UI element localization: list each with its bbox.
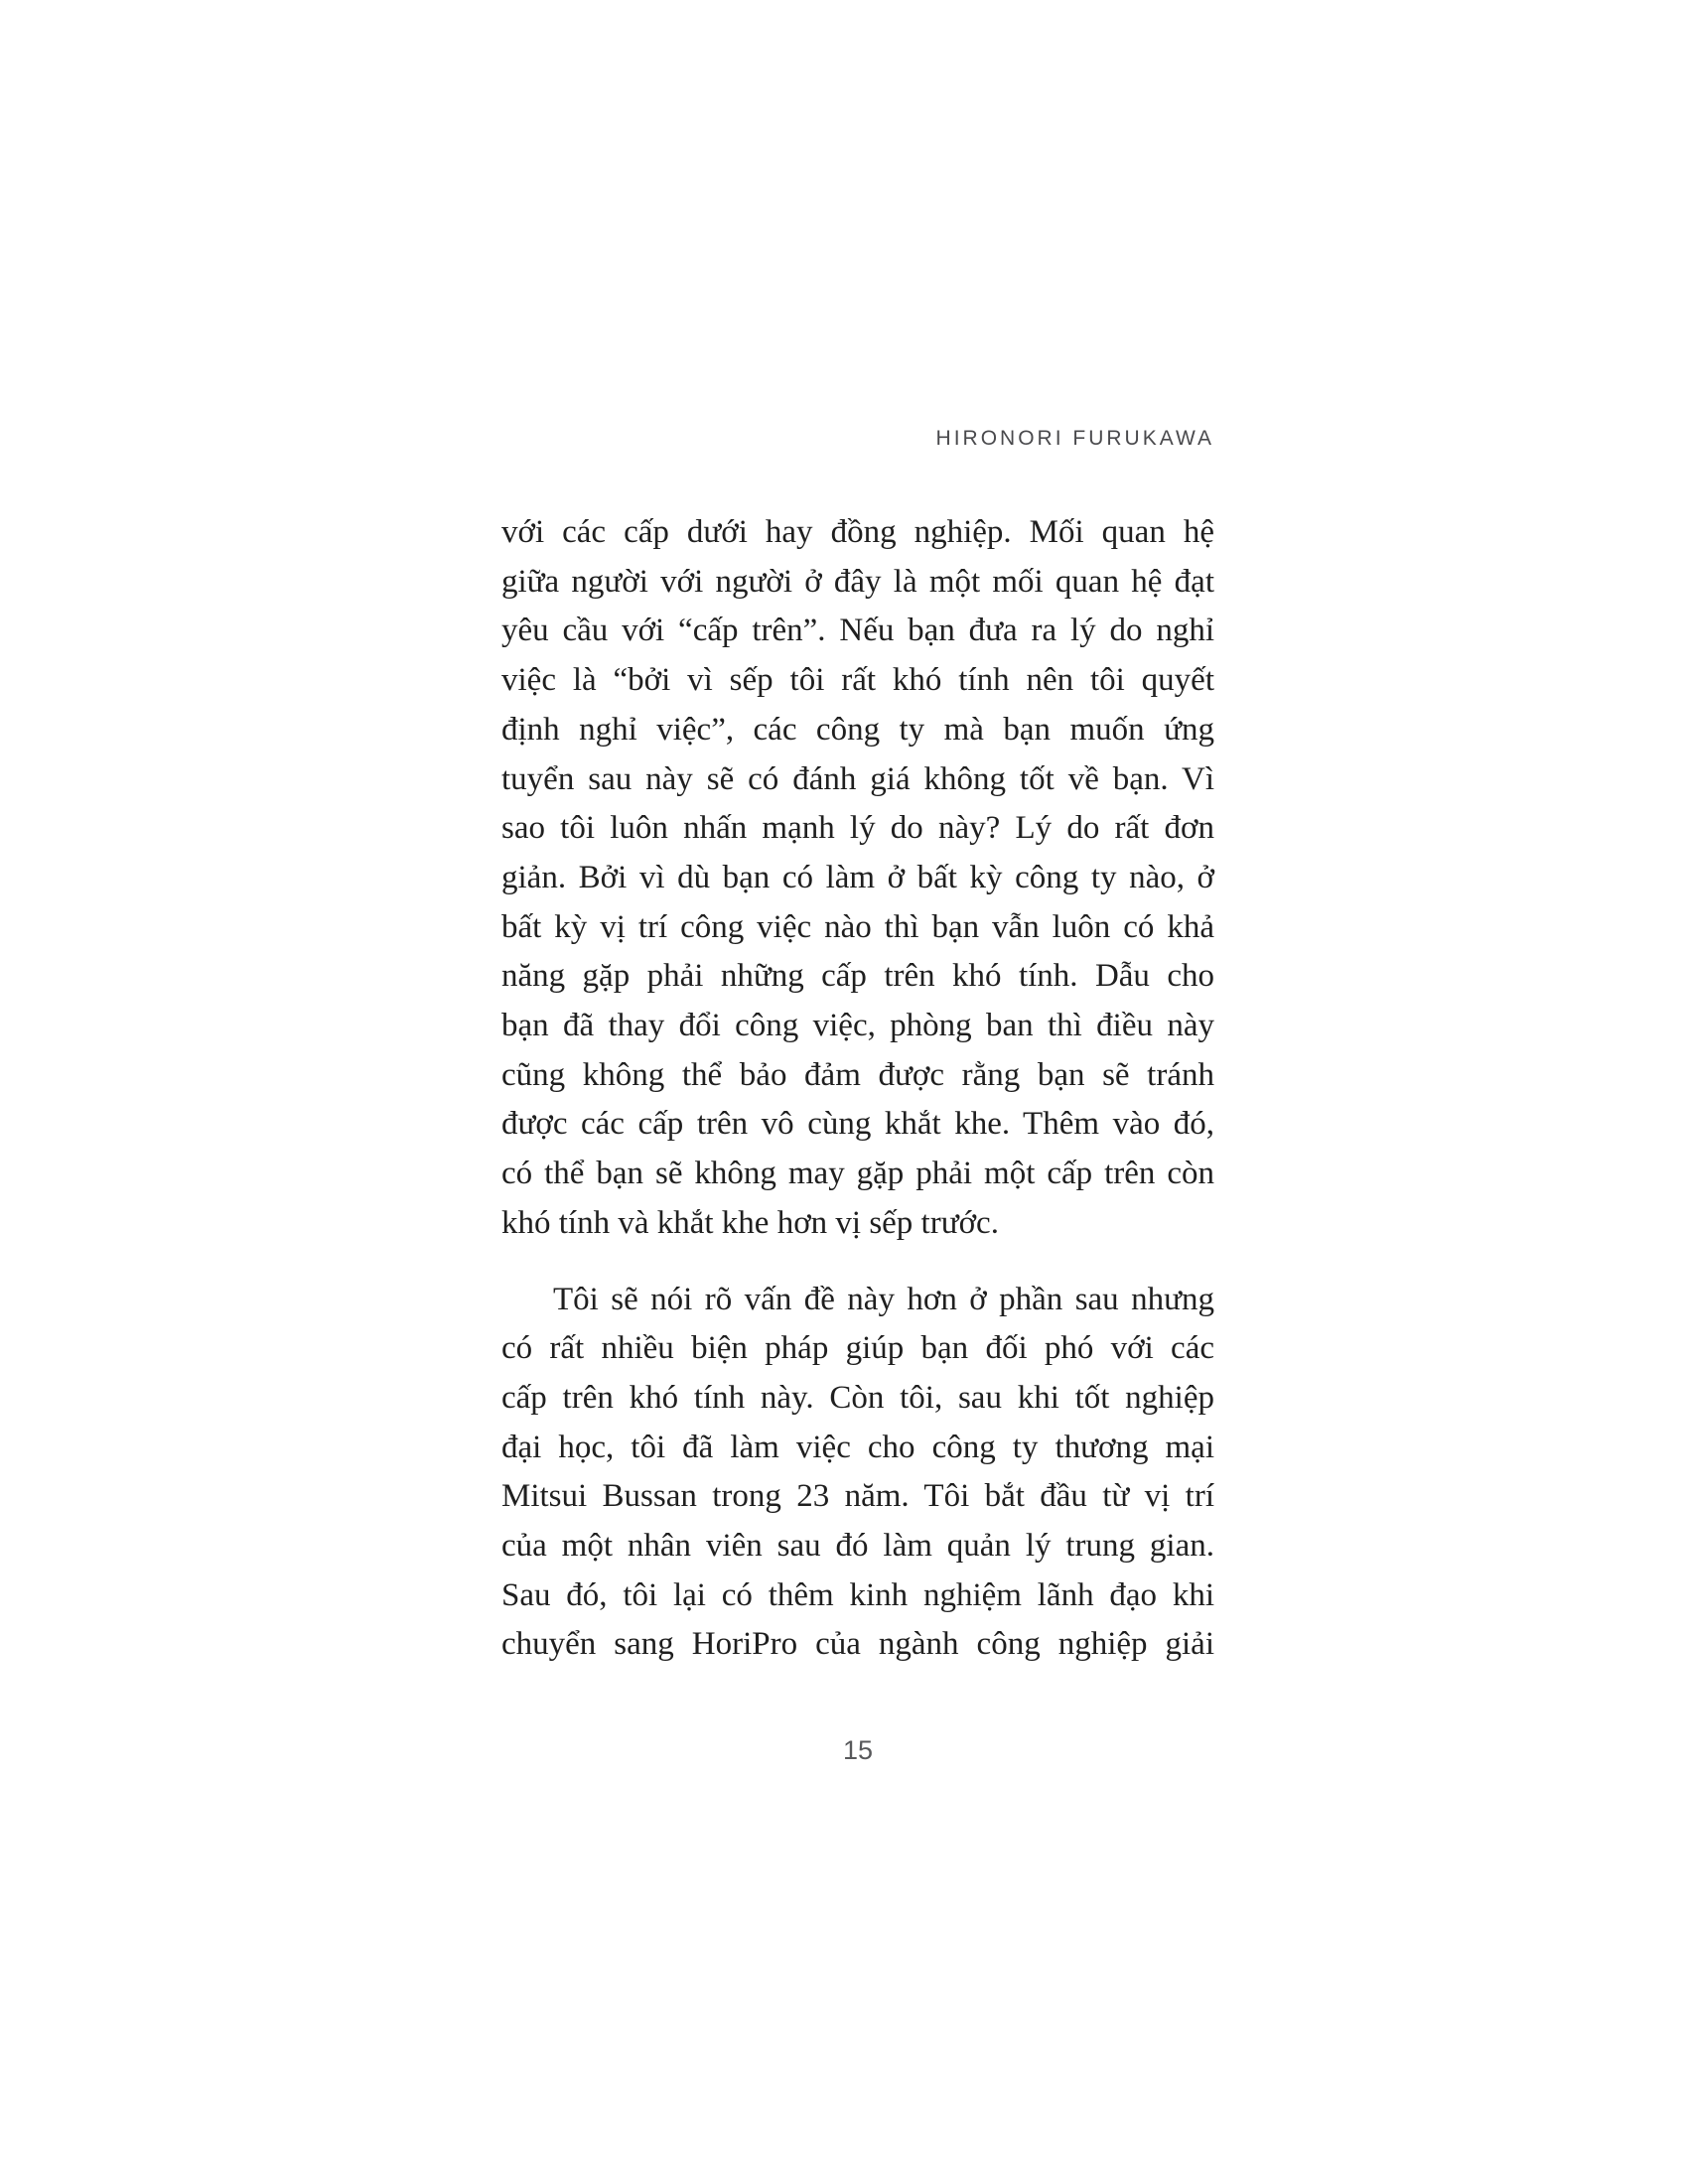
text-line: khó tính và khắt khe hơn vị sếp trước. [501, 1204, 999, 1241]
text-line: được các cấp trên vô cùng khắt khe. Thêm vào đó, [501, 1106, 1214, 1143]
running-header: HIRONORI FURUKAWA [935, 427, 1214, 450]
text-line: bất kỳ vị trí công việc nào thì bạn vẫn luôn có khả [501, 908, 1214, 945]
text-line: Tôi sẽ nói rõ vấn đề này hơn ở phần sau nhưng [553, 1281, 1214, 1317]
text-line: có rất nhiều biện pháp giúp bạn đối phó với các [501, 1330, 1214, 1367]
text-line: định nghỉ việc”, các công ty mà bạn muốn ứng [501, 711, 1214, 748]
page-number: 15 [842, 1735, 874, 1765]
text-line: giữa người với người ở đây là một mối quan hệ đạt [501, 563, 1214, 600]
text-line: việc là “bởi vì sếp tôi rất khó tính nên tôi quyết [501, 662, 1214, 699]
text-line: với các cấp dưới hay đồng nghiệp. Mối quan hệ [501, 514, 1214, 550]
text-line: của một nhân viên sau đó làm quản lý trung gian. [501, 1528, 1214, 1565]
text-line: tuyển sau này sẽ có đánh giá không tốt về bạn. Vì [501, 760, 1214, 797]
text-line: giản. Bởi vì dù bạn có làm ở bất kỳ công ty nào, ở [501, 859, 1214, 895]
paragraph-1 [501, 508, 1214, 1249]
body-text-block [501, 508, 1214, 1670]
text-line: đại học, tôi đã làm việc cho công ty thương mại [501, 1429, 1214, 1465]
paragraph-2 [501, 1276, 1214, 1671]
text-line: bạn đã thay đổi công việc, phòng ban thì điều này [501, 1008, 1214, 1044]
text-line: cấp trên khó tính này. Còn tôi, sau khi tốt nghiệp [501, 1379, 1214, 1416]
text-line: Mitsui Bussan trong 23 năm. Tôi bắt đầu từ vị trí [501, 1478, 1214, 1515]
text-line: sao tôi luôn nhấn mạnh lý do này? Lý do rất đơn [501, 810, 1214, 847]
text-line: Sau đó, tôi lại có thêm kinh nghiệm lãnh đạo khi [501, 1576, 1214, 1613]
text-line: có thể bạn sẽ không may gặp phải một cấp trên còn [501, 1156, 1214, 1192]
text-line: năng gặp phải những cấp trên khó tính. Dẫu cho [501, 958, 1214, 995]
text-line: cũng không thể bảo đảm được rằng bạn sẽ tránh [501, 1056, 1214, 1093]
text-line: chuyển sang HoriPro của ngành công nghiệp giải [501, 1626, 1214, 1663]
text-line: yêu cầu với “cấp trên”. Nếu bạn đưa ra lý do nghỉ [501, 613, 1214, 649]
